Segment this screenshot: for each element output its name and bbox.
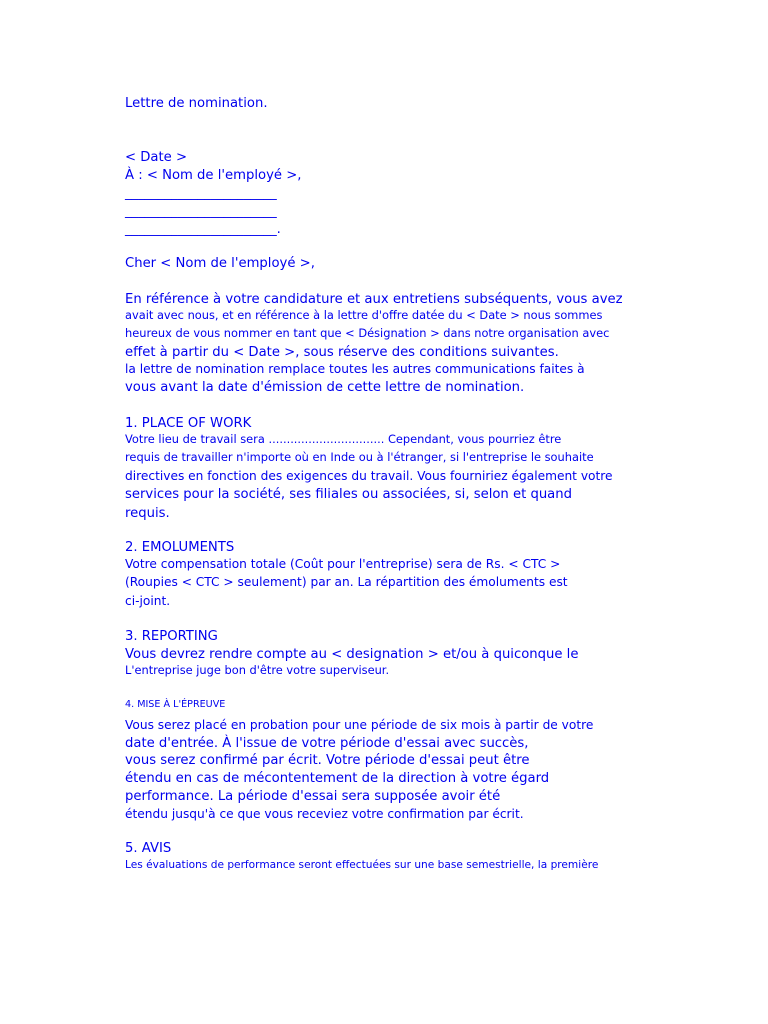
section-line: services pour la société, ses filiales ou associées, si, selon et quand (125, 487, 572, 502)
section-heading: 3. REPORTING (125, 629, 218, 644)
document-title: Lettre de nomination. (125, 96, 268, 111)
section-line: étendu jusqu'à ce que vous receviez votre confirmation par écrit. (125, 807, 524, 821)
section-heading: 4. MISE À L'ÉPREUVE (125, 699, 226, 710)
intro-line: effet à partir du < Date >, sous réserve des conditions suivantes. (125, 345, 559, 360)
section-line: ci-joint. (125, 594, 171, 608)
intro-line: En référence à votre candidature et aux entretiens subséquents, vous avez (125, 292, 623, 307)
section-line: requis. (125, 506, 170, 521)
section-heading: 2. EMOLUMENTS (125, 540, 235, 555)
section-line: requis de travailler n'importe où en Inde ou à l'étranger, si l'entreprise le souhaite (125, 450, 594, 464)
section-line: Votre lieu de travail sera ................................ Cependant, vous pourriez être (125, 432, 562, 446)
section-line: (Roupies < CTC > seulement) par an. La répartition des émoluments est (125, 575, 568, 589)
section-line: L'entreprise juge bon d'être votre superviseur. (125, 663, 390, 677)
intro-line: la lettre de nomination remplace toutes les autres communications faites à (125, 362, 585, 376)
section-heading: 1. PLACE OF WORK (125, 416, 252, 431)
section-line: Votre compensation totale (Coût pour l'entreprise) sera de Rs. < CTC > (125, 557, 561, 571)
section-line: date d'entrée. À l'issue de votre période d'essai avec succès, (125, 736, 529, 751)
address-blank-line: _______________________. (125, 222, 281, 237)
section-line: étendu en cas de mécontentement de la direction à votre égard (125, 771, 550, 786)
address-blank-line: _______________________ (125, 204, 277, 219)
section-line: Les évaluations de performance seront effectuées sur une base semestrielle, la première (125, 859, 599, 871)
section-line: Vous devrez rendre compte au < designation > et/ou à quiconque le (125, 647, 579, 662)
salutation: Cher < Nom de l'employé >, (125, 256, 315, 271)
section-line: Vous serez placé en probation pour une période de six mois à partir de votre (125, 718, 594, 732)
address-blank-line: _______________________ (125, 186, 277, 201)
section-line: performance. La période d'essai sera supposée avoir été (125, 789, 501, 804)
intro-line: vous avant la date d'émission de cette lettre de nomination. (125, 380, 525, 395)
recipient-line: À : < Nom de l'employé >, (125, 168, 302, 183)
intro-line: avait avec nous, et en référence à la lettre d'offre datée du < Date > nous sommes (125, 308, 603, 322)
section-line: directives en fonction des exigences du travail. Vous fourniriez également votre (125, 469, 613, 483)
section-heading: 5. AVIS (125, 841, 172, 856)
intro-line: heureux de vous nommer en tant que < Désignation > dans notre organisation avec (125, 326, 610, 340)
date-line: < Date > (125, 150, 188, 165)
section-line: vous serez confirmé par écrit. Votre période d'essai peut être (125, 753, 530, 768)
